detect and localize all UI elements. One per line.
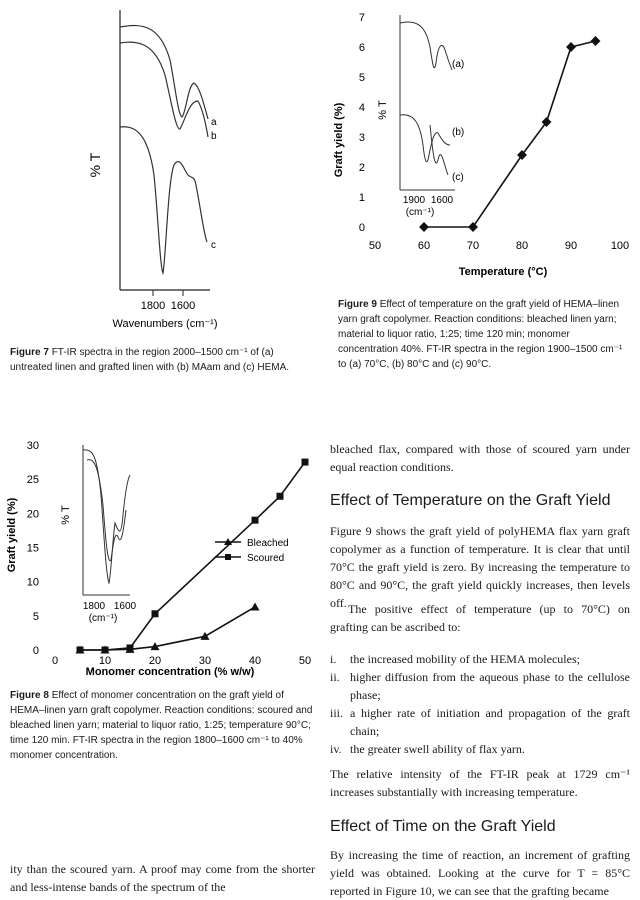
fig8-legend-label: Bleached (247, 538, 289, 549)
list-item-text: a higher rate of initiation and propagation of the graft chain; (350, 706, 630, 738)
fig9-inset-curve-a (400, 22, 452, 70)
fig9-xtick-label: 70 (466, 240, 480, 252)
fig7-y-label: % T (87, 152, 103, 178)
fig8-point-scoured (102, 647, 109, 654)
fig9-y-label: Graft yield (%) (333, 102, 345, 178)
list-item (330, 704, 630, 740)
fig9-xtick-label: 90 (564, 240, 578, 252)
list-item-text: higher diffusion from the aqueous phase to the cellulose phase; (350, 670, 630, 702)
figure-8-caption (10, 688, 315, 763)
fig9-inset (377, 15, 464, 218)
fig7-tick-label-1800: 1800 (140, 300, 166, 312)
fig9-x-label: Temperature (°C) (458, 266, 548, 278)
fig8-ytick-label: 5 (32, 610, 39, 623)
fig8-ytick-label: 20 (26, 508, 39, 521)
fig9-inset-y-label: % T (377, 100, 389, 120)
heading-temperature: Effect of Temperature on the Graft Yield (330, 492, 611, 509)
fig9-inset-label-b: (b) (452, 127, 465, 138)
figure-9-chart (330, 5, 635, 290)
fig8-inset-curve-2 (87, 460, 126, 561)
fig9-inset-label-c: (c) (452, 172, 464, 183)
fig9-data-point (419, 222, 429, 232)
fig7-label-c: c (211, 240, 216, 251)
fig8-y-label: Graft yield (%) (6, 497, 18, 573)
figure-9-caption-label: Figure 9 (338, 299, 377, 310)
figure-9-caption (338, 297, 628, 372)
fig9-ytick-label: 6 (358, 42, 365, 54)
list-item-number: i. (330, 652, 337, 666)
fig8-point-scoured (152, 610, 159, 617)
list-item-number: iii. (330, 706, 344, 720)
fig9-ytick-label: 0 (358, 222, 365, 234)
fig8-inset-y-label: % T (60, 505, 72, 525)
fig9-data-point (591, 36, 601, 46)
fig7-curve-b (120, 42, 208, 137)
fig7-label-b: b (211, 131, 217, 142)
fig8-x-label: Monomer concentration (% w/w) (85, 666, 255, 678)
reason-list (330, 650, 630, 758)
fig8-point-scoured (277, 493, 284, 500)
list-item (330, 650, 630, 668)
figure-8-chart (5, 435, 320, 680)
fig9-ytick-label: 4 (358, 102, 365, 114)
fig9-xtick-label: 100 (610, 240, 630, 252)
fig9-ytick-label: 5 (358, 72, 365, 84)
fig8-legend-marker (225, 554, 231, 560)
list-item-number: ii. (330, 670, 340, 684)
figure-7-caption-label: Figure 7 (10, 347, 49, 358)
heading-time: Effect of Time on the Graft Yield (330, 818, 556, 835)
fig9-inset-curve-c (430, 125, 448, 175)
fig8-ytick-label: 15 (26, 542, 39, 555)
fig8-ytick-label: 25 (26, 474, 39, 487)
fig8-point-scoured (252, 517, 259, 524)
fig7-x-label: Wavenumbers (cm⁻¹) (112, 318, 218, 330)
fig8-xtick-label: 40 (248, 655, 262, 667)
fig8-ytick-label: 30 (26, 440, 39, 452)
list-item (330, 668, 630, 704)
fig9-ytick-label: 1 (358, 192, 365, 204)
fig8-ytick-label: 10 (26, 576, 39, 589)
figure-7-caption (10, 345, 310, 375)
fig8-inset-tick-1800: 1800 (82, 601, 106, 612)
fig8-inset (60, 445, 137, 624)
paragraph-positive-effect: The positive effect of temperature (up to 70°C) on grafting can be ascribed to: (330, 602, 630, 634)
fig9-inset-unit: (cm⁻¹) (405, 207, 435, 218)
fig8-point-scoured (127, 644, 134, 651)
fig9-inset-tick-1900: 1900 (402, 195, 426, 206)
fig8-ytick-label: 0 (32, 645, 39, 657)
list-item-text: the greater swell ability of flax yarn. (350, 742, 525, 756)
figure-8-caption-text: Effect of monomer concentration on the graft yield of HEMA–linen yarn graft copolymer. Reaction conditions: scoured and bleached linen yarn; material to liquor ratio, 1:25; temperature 90°C; time 120 min. FT-IR spectra in the region 1800–1600 cm⁻¹ to 40% monomer concentration. (10, 690, 313, 761)
fig8-inset-unit: (cm⁻¹) (88, 613, 118, 624)
fig8-legend-label: Scoured (247, 553, 285, 564)
fig9-ytick-label: 3 (358, 132, 365, 144)
fig7-tick-label-1600: 1600 (170, 300, 196, 312)
fig9-ytick-label: 2 (358, 162, 365, 174)
fig8-point-scoured (77, 647, 84, 654)
left-bottom-paragraph: ity than the scoured yarn. A proof may come from the shorter and less-intense bands of the spectrum of the (10, 862, 315, 894)
right-top-paragraph: bleached flax, compared with those of scoured yarn under equal reaction conditions. (330, 442, 630, 474)
fig9-inset-curve-b (400, 115, 450, 162)
fig8-xtick-label: 50 (298, 655, 312, 667)
fig8-inset-tick-1600: 1600 (113, 601, 137, 612)
fig8-xtick-label: 0 (51, 655, 59, 667)
figure-7-spectrum (80, 5, 250, 335)
fig9-xtick-label: 80 (515, 240, 529, 252)
fig8-inset-curve-1 (83, 450, 130, 583)
figure-7-caption-text: FT-IR spectra in the region 2000–1500 cm⁻¹ of (a) untreated linen and grafted linen with (b) MAam and (c) HEMA. (10, 347, 290, 373)
paragraph-time: By increasing the time of reaction, an increment of grafting yield was obtained. Looking at the curve for T = 85°C reported in Figure 10, we can see that the grafting became (330, 848, 630, 898)
paragraph-temperature: Figure 9 shows the graft yield of polyHEMA flax yarn graft copolymer as a function of temperature. It is clear that until 70°C the graft yield is zero. By increasing the temperature to 80°C and 90°C, the graft yield quickly increases, then levels off. (330, 524, 630, 610)
list-item-number: iv. (330, 742, 342, 756)
fig7-label-a: a (211, 117, 217, 128)
list-item-text: the increased mobility of the HEMA molecules; (350, 652, 580, 666)
fig9-data-point (566, 42, 576, 52)
fig7-curve-c (120, 127, 207, 273)
fig8-point-scoured (302, 459, 309, 466)
figure-8-caption-label: Figure 8 (10, 690, 49, 701)
fig8-xtick-label: 20 (148, 655, 162, 667)
fig9-xtick-label: 50 (368, 240, 382, 252)
fig8-point-bleached (251, 602, 260, 610)
fig8-xtick-label: 10 (98, 655, 112, 667)
fig9-xtick-label: 60 (417, 240, 431, 252)
figure-9-caption-text: Effect of temperature on the graft yield of HEMA–linen yarn graft copolymer. Reaction conditions: bleached linen yarn; material to liquor ratio, 1:25; time 120 min; monomer concentration 40%. FT-IR spectra in the region 1900–1500 cm⁻¹ to (a) 70°C, (b) 80°C and (c) 90°C. (338, 299, 623, 370)
fig9-data-point (468, 222, 478, 232)
fig8-point-bleached (201, 632, 210, 640)
fig8-xtick-label: 30 (198, 655, 212, 667)
fig9-ytick-label: 7 (358, 12, 365, 24)
fig9-inset-label-a: (a) (452, 59, 465, 70)
fig9-inset-tick-1600: 1600 (430, 195, 454, 206)
list-item (330, 740, 630, 758)
paragraph-ftir-peak: The relative intensity of the FT-IR peak at 1729 cm⁻¹ increases substantially with increasing temperature. (330, 767, 630, 799)
